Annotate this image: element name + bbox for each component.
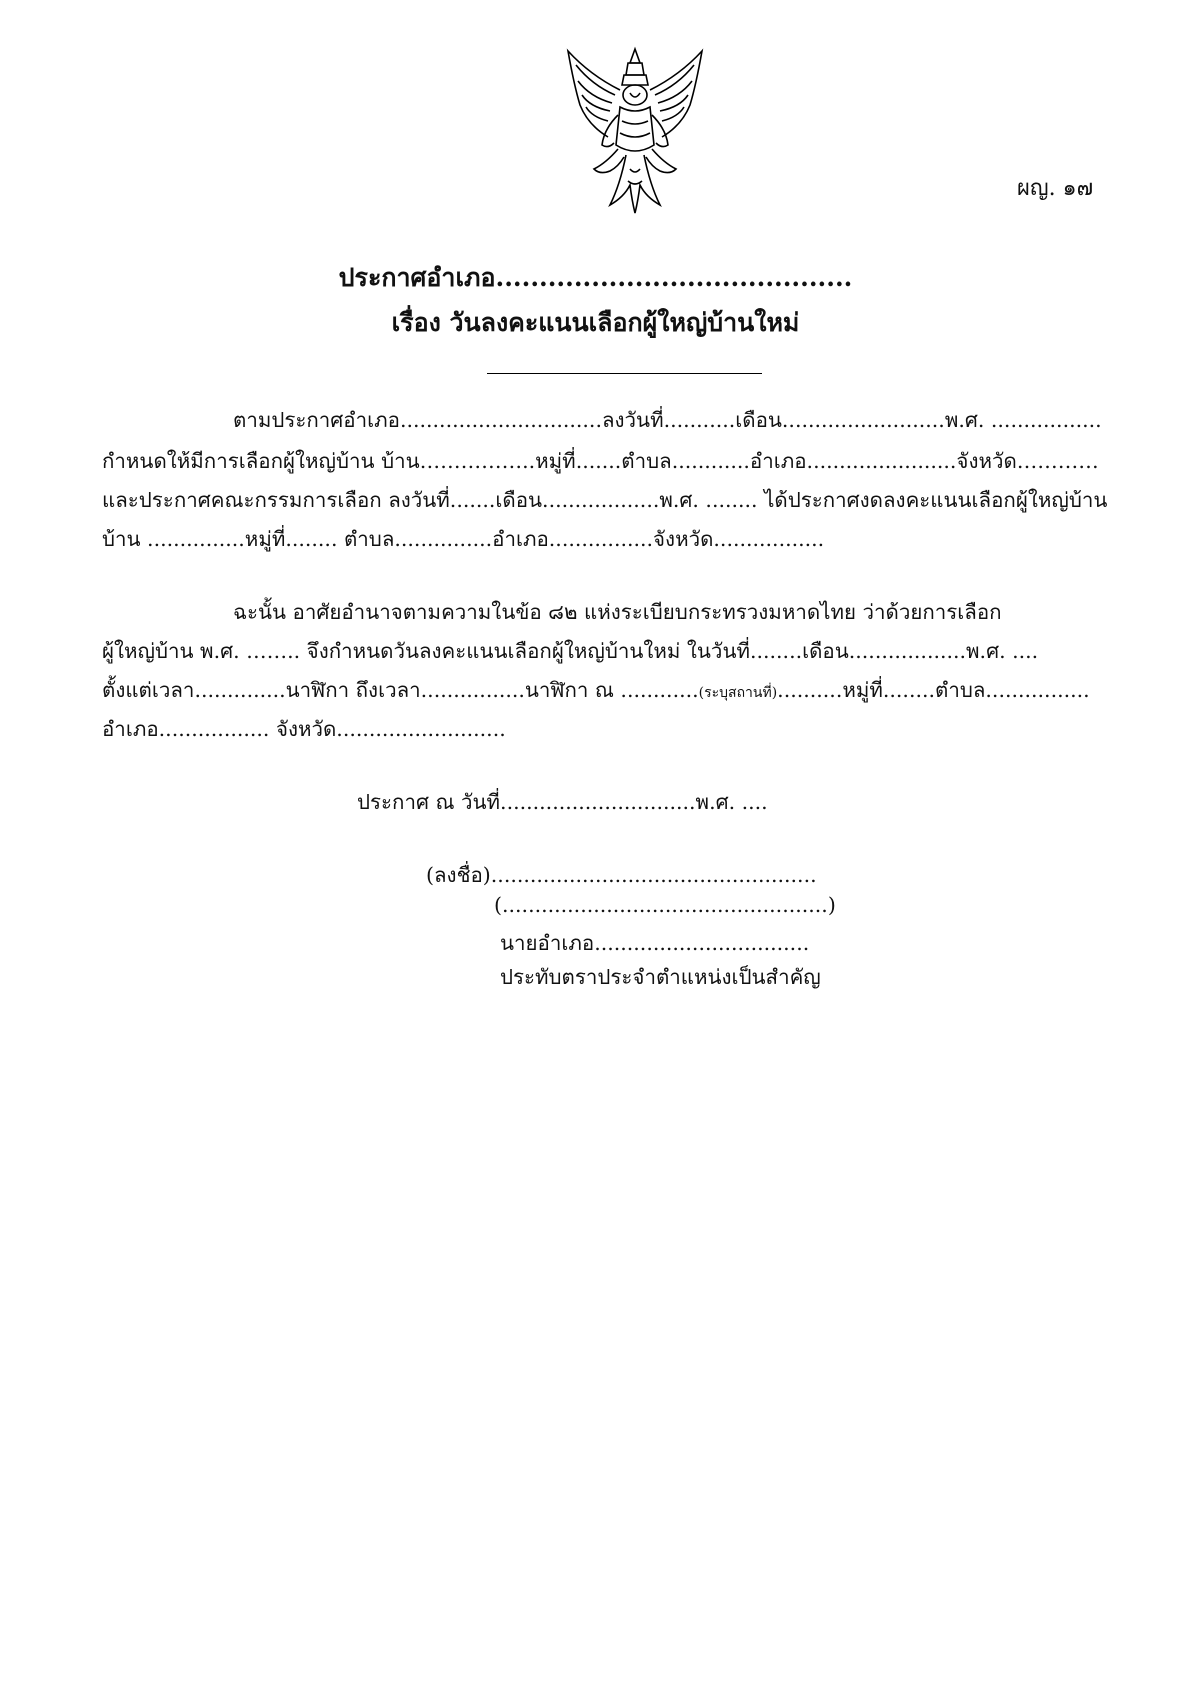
paragraph2-line4: อำเภอ................. จังหวัด.......................... xyxy=(102,717,506,741)
paragraph2-line3-start: ตั้งแต่เวลา..............นาฬิกา ถึงเวลา................นาฬิกา ณ ............ xyxy=(102,678,699,702)
paragraph1-line4: บ้าน ...............หมู่ที่........ ตำบล...............อำเภอ................จังหวัด................. xyxy=(102,527,825,551)
paragraph2-line2: ผู้ใหญ่บ้าน พ.ศ. …….. จึงกำหนดวันลงคะแนนเลือกผู้ใหญ่บ้านใหม่ ในวันที่........เดือน..................พ.ศ. .... xyxy=(102,639,1039,663)
paragraph2-line3-end: ..........หมู่ที่........ตำบล................ xyxy=(777,678,1090,702)
garuda-emblem-icon xyxy=(560,45,710,217)
announcement-title: ประกาศอำเภอ......................................... xyxy=(338,263,853,292)
announcement-subject: เรื่อง วันลงคะแนนเลือกผู้ใหญ่บ้านใหม่ xyxy=(391,308,800,337)
form-code: ผญ. ๑๗ xyxy=(1017,176,1094,201)
paragraph2-line1: ฉะนั้น อาศัยอำนาจตามความในข้อ ๘๒ แห่งระเบียบกระทรวงมหาดไทย ว่าด้วยการเลือก xyxy=(233,600,1002,624)
place-note: (ระบุสถานที่) xyxy=(698,685,778,701)
paragraph1-line3: และประกาศคณะกรรมการเลือก ลงวันที่.......เดือน..................พ.ศ. ........ ได้ประกาศงดลงคะแนนเลือกผู้ใหญ่บ้าน xyxy=(102,488,1108,512)
signatory-position: นายอำเภอ................................. xyxy=(500,931,810,955)
signature-line: (ลงชื่อ).................................................. xyxy=(426,863,817,887)
paragraph1-line1: ตามประกาศอำเภอ...............................ลงวันที่...........เดือน.........................พ.ศ. ................. xyxy=(233,408,1102,432)
title-underline xyxy=(487,373,762,374)
seal-note: ประทับตราประจำตำแหน่งเป็นสำคัญ xyxy=(500,965,821,989)
paragraph2-line3 xyxy=(102,674,1090,707)
announce-date: ประกาศ ณ วันที่..............................พ.ศ. .... xyxy=(357,790,768,814)
signatory-name: (..................................................) xyxy=(494,893,836,917)
paragraph1-line2: กำหนดให้มีการเลือกผู้ใหญ่บ้าน บ้าน……………..หมู่ที่.......ตำบล............อำเภอ.......................จังหวัด………… xyxy=(102,449,1099,473)
